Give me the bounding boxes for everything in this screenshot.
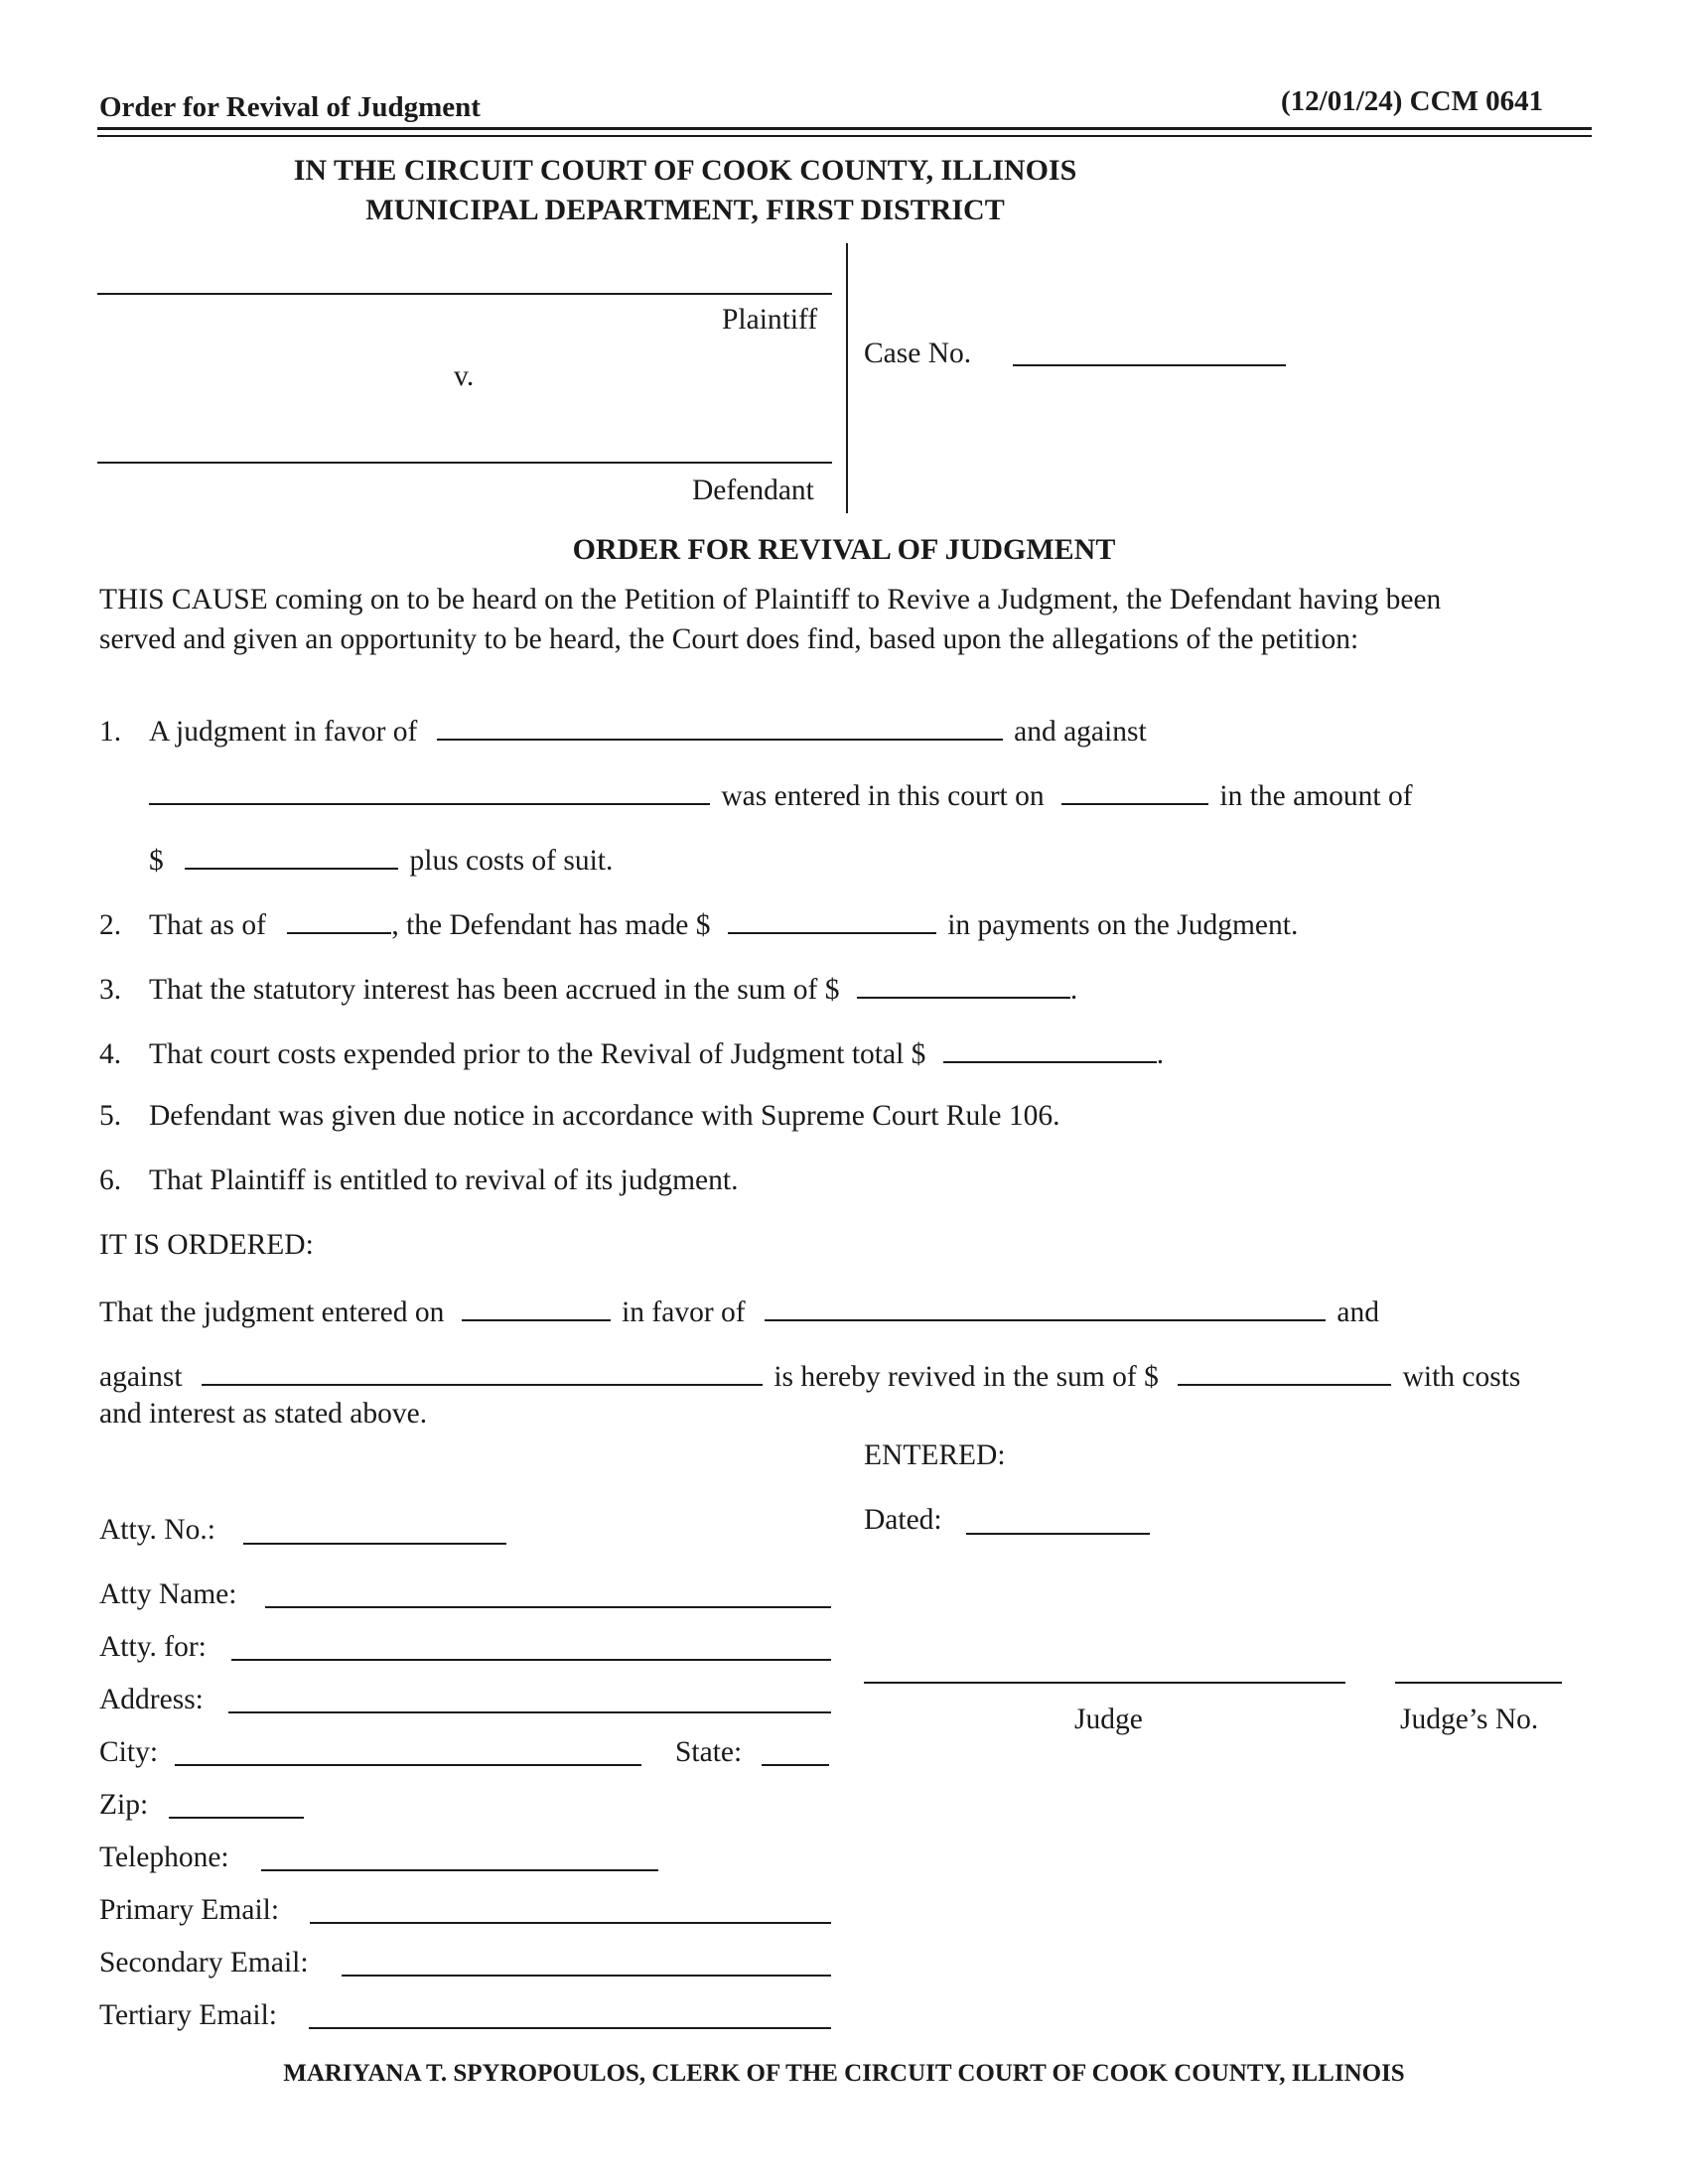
court-name: IN THE CIRCUIT COURT OF COOK COUNTY, ILLINOIS	[293, 154, 1077, 187]
finding-5-text: Defendant was given due notice in accordance with Supreme Court Rule 106.	[149, 1100, 1060, 1132]
ordered-creditor-field[interactable]	[765, 1294, 1326, 1321]
clerk-footer: MARIYANA T. SPYROPOULOS, CLERK OF THE CIRCUIT COURT OF COOK COUNTY, ILLINOIS	[283, 2060, 1405, 2087]
finding-1-text-b: and against	[1014, 716, 1147, 748]
versus-label: v.	[454, 360, 475, 392]
finding-1-line-3	[149, 842, 613, 878]
finding-3-text-a: That the statutory interest has been accrued in the sum of $	[149, 974, 840, 1006]
ordered-text-c: and	[1336, 1297, 1379, 1328]
case-no-label: Case No.	[864, 338, 972, 369]
form-title: Order for Revival of Judgment	[99, 91, 481, 123]
defendant-label: Defendant	[692, 475, 814, 506]
finding-4-number: 4.	[99, 1038, 122, 1070]
ordered-text-b: in favor of	[622, 1297, 746, 1328]
finding-1-text-d: in the amount of	[1219, 780, 1413, 812]
atty-for-field[interactable]	[231, 1659, 831, 1661]
zip-field[interactable]	[169, 1817, 304, 1819]
city-label: City:	[99, 1736, 159, 1768]
finding-4-text-a: That court costs expended prior to the Revival of Judgment total $	[149, 1038, 926, 1070]
finding-5	[99, 1100, 1060, 1133]
judgment-amount-field[interactable]	[185, 842, 398, 870]
address-label: Address:	[99, 1684, 204, 1715]
secondary-email-field[interactable]	[342, 1975, 831, 1977]
finding-2-number: 2.	[99, 909, 122, 941]
statutory-interest-field[interactable]	[857, 971, 1070, 999]
ordered-text-e: is hereby revived in the sum of $	[774, 1361, 1159, 1393]
city-field[interactable]	[175, 1764, 641, 1766]
ordered-heading: IT IS ORDERED:	[99, 1229, 314, 1261]
payments-as-of-date-field[interactable]	[287, 906, 391, 934]
tertiary-email-field[interactable]	[309, 2027, 831, 2029]
header-rule-top	[97, 127, 1592, 130]
judgment-creditor-field[interactable]	[437, 713, 1003, 741]
ordered-line-3: and interest as stated above.	[99, 1398, 428, 1430]
finding-2	[99, 906, 1298, 942]
dated-label: Dated:	[864, 1504, 942, 1536]
finding-1-text-f: plus costs of suit.	[409, 845, 614, 877]
finding-3	[99, 971, 1077, 1007]
judgment-date-field[interactable]	[1061, 777, 1208, 805]
address-field[interactable]	[228, 1711, 831, 1713]
payments-amount-field[interactable]	[728, 906, 936, 934]
judge-label: Judge	[1074, 1704, 1143, 1735]
case-no-field[interactable]	[1013, 364, 1286, 366]
finding-3-number: 3.	[99, 974, 122, 1006]
primary-email-field[interactable]	[310, 1922, 831, 1924]
finding-1-dollar: $	[149, 845, 164, 877]
plaintiff-name-field[interactable]	[97, 293, 832, 295]
form-code: (12/01/24) CCM 0641	[1281, 85, 1544, 117]
order-title: ORDER FOR REVIVAL OF JUDGMENT	[572, 533, 1116, 566]
finding-1-text-a: A judgment in favor of	[149, 716, 418, 748]
dated-field[interactable]	[966, 1533, 1150, 1535]
finding-1-line-2	[149, 777, 1413, 813]
atty-no-field[interactable]	[243, 1543, 506, 1545]
ordered-text-a: That the judgment entered on	[99, 1297, 445, 1328]
finding-6-text: That Plaintiff is entitled to revival of its judgment.	[149, 1164, 739, 1196]
primary-email-label: Primary Email:	[99, 1894, 280, 1926]
finding-6	[99, 1164, 738, 1197]
atty-for-label: Atty. for:	[99, 1631, 207, 1663]
ordered-line-2	[99, 1358, 1520, 1394]
ordered-debtor-field[interactable]	[202, 1358, 763, 1386]
judgment-debtor-field[interactable]	[149, 777, 710, 805]
intro-line-1: THIS CAUSE coming on to be heard on the Petition of Plaintiff to Revive a Judgment, the Defendant having been	[99, 584, 1442, 615]
finding-4-text-b: .	[1156, 1038, 1165, 1070]
revived-sum-field[interactable]	[1178, 1358, 1391, 1386]
state-label: State:	[675, 1736, 743, 1768]
zip-label: Zip:	[99, 1789, 149, 1821]
ordered-line-1	[99, 1294, 1379, 1329]
telephone-label: Telephone:	[99, 1842, 229, 1873]
finding-4	[99, 1035, 1164, 1071]
finding-3-text-b: .	[1069, 974, 1078, 1006]
finding-2-text-c: in payments on the Judgment.	[947, 909, 1299, 941]
atty-name-label: Atty Name:	[99, 1578, 237, 1610]
ordered-judgment-date-field[interactable]	[462, 1294, 611, 1321]
ordered-text-d: against	[99, 1361, 183, 1393]
state-field[interactable]	[762, 1764, 829, 1766]
atty-no-label: Atty. No.:	[99, 1514, 215, 1546]
plaintiff-label: Plaintiff	[722, 304, 818, 336]
defendant-name-field[interactable]	[97, 462, 832, 464]
finding-1-text-c: was entered in this court on	[721, 780, 1045, 812]
finding-6-number: 6.	[99, 1164, 122, 1196]
judge-signature-field[interactable]	[864, 1682, 1345, 1684]
finding-1-line-1	[99, 713, 1147, 749]
tertiary-email-label: Tertiary Email:	[99, 1999, 277, 2031]
telephone-field[interactable]	[261, 1869, 658, 1871]
finding-1-number: 1.	[99, 716, 122, 748]
judge-number-label: Judge’s No.	[1400, 1704, 1539, 1735]
finding-2-text-b: , the Defendant has made $	[391, 909, 711, 941]
atty-name-field[interactable]	[265, 1606, 831, 1608]
judge-number-field[interactable]	[1395, 1682, 1562, 1684]
intro-line-2: served and given an opportunity to be heard, the Court does find, based upon the allegations of the petition:	[99, 623, 1359, 655]
header-rule-bottom	[97, 135, 1592, 137]
finding-5-number: 5.	[99, 1100, 122, 1132]
court-costs-field[interactable]	[943, 1035, 1157, 1063]
entered-label: ENTERED:	[864, 1439, 1006, 1471]
court-department: MUNICIPAL DEPARTMENT, FIRST DISTRICT	[365, 194, 1005, 226]
finding-2-text-a: That as of	[149, 909, 266, 941]
caption-divider	[846, 243, 848, 513]
secondary-email-label: Secondary Email:	[99, 1947, 309, 1979]
ordered-text-f: with costs	[1402, 1361, 1521, 1393]
